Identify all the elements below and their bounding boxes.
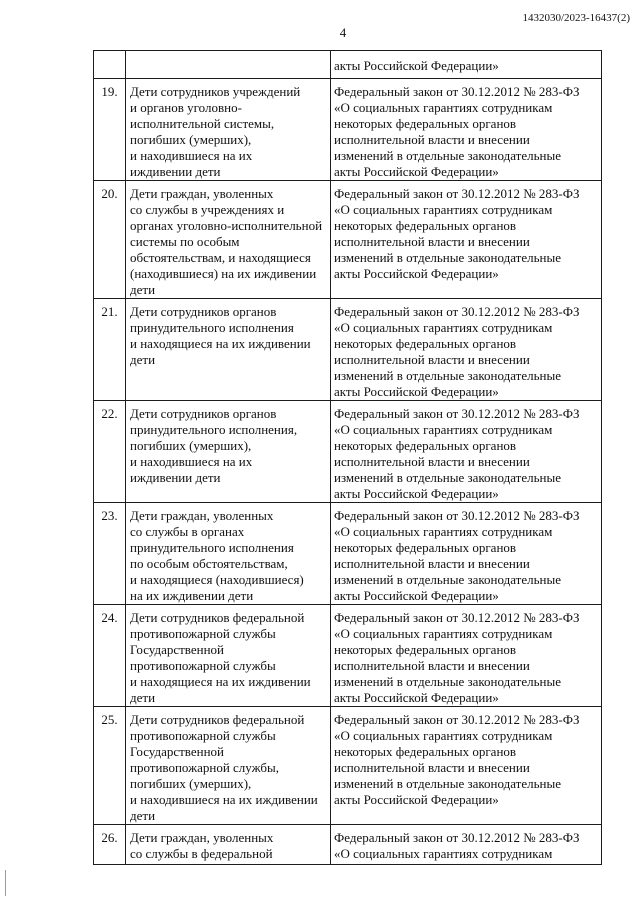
row-number: 26. xyxy=(101,830,118,845)
data-table xyxy=(93,50,602,865)
category-text: Дети сотрудников органов принудительного исполнения, погибших (умерших), и находившиеся на их иждивении дети xyxy=(130,406,298,485)
law-text: Федеральный закон от 30.12.2012 № 283-ФЗ «О социальных гарантиях сотрудникам некоторых федеральных органов исполнительной власти и внесении изменений в отдельные законодательные акты Российской Федерации» xyxy=(334,84,580,179)
law-text: Федеральный закон от 30.12.2012 № 283-ФЗ «О социальных гарантиях сотрудникам некоторых федеральных органов исполнительной власти и внесении изменений в отдельные законодательные акты Российской Федерации» xyxy=(334,610,580,705)
table-row xyxy=(94,299,602,401)
law-cell xyxy=(331,51,602,79)
category-text: Дети граждан, уволенных со службы в учреждениях и органах уголовно-исполнительной системы по особым обстоятельствам, и находящиеся (находившиеся) на их иждивении дети xyxy=(130,186,323,297)
row-number: 22. xyxy=(101,406,118,421)
page-number: 4 xyxy=(339,25,347,40)
row-number: 23. xyxy=(101,508,118,523)
law-text: акты Российской Федерации» xyxy=(334,58,499,73)
table-row xyxy=(94,825,602,865)
row-number-cell xyxy=(94,401,126,503)
category-text: Дети граждан, уволенных со службы в федеральной xyxy=(130,830,274,861)
row-number: 20. xyxy=(101,186,118,201)
law-text: Федеральный закон от 30.12.2012 № 283-ФЗ «О социальных гарантиях сотрудникам некоторых федеральных органов исполнительной власти и внесении изменений в отдельные законодательные акты Российской Федерации» xyxy=(334,508,580,603)
category-cell xyxy=(126,79,331,181)
law-cell xyxy=(331,299,602,401)
law-text: Федеральный закон от 30.12.2012 № 283-ФЗ «О социальных гарантиях сотрудникам некоторых федеральных органов исполнительной власти и внесении изменений в отдельные законодательные акты Российской Федерации» xyxy=(334,304,580,399)
row-number-cell xyxy=(94,181,126,299)
row-number: 21. xyxy=(101,304,118,319)
row-number-cell xyxy=(94,605,126,707)
category-cell xyxy=(126,503,331,605)
table-row xyxy=(94,503,602,605)
law-cell xyxy=(331,825,602,865)
row-number: 24. xyxy=(101,610,118,625)
table-row xyxy=(94,51,602,79)
row-number-cell xyxy=(94,825,126,865)
law-text: Федеральный закон от 30.12.2012 № 283-ФЗ «О социальных гарантиях сотрудникам xyxy=(334,830,580,861)
law-cell xyxy=(331,707,602,825)
row-number-cell xyxy=(94,707,126,825)
category-cell xyxy=(126,605,331,707)
category-cell xyxy=(126,299,331,401)
category-text: Дети сотрудников федеральной противопожарной службы Государственной противопожарной службы, погибших (умерших), и находившиеся на их иждивении дети xyxy=(130,712,318,823)
row-number-cell xyxy=(94,79,126,181)
row-number-cell xyxy=(94,51,126,79)
table-row xyxy=(94,605,602,707)
law-text: Федеральный закон от 30.12.2012 № 283-ФЗ «О социальных гарантиях сотрудникам некоторых федеральных органов исполнительной власти и внесении изменений в отдельные законодательные акты Российской Федерации» xyxy=(334,406,580,501)
scan-edge-mark xyxy=(5,870,6,896)
table-row xyxy=(94,707,602,825)
table-row xyxy=(94,181,602,299)
document-number: 1432030/2023-16437(2) xyxy=(522,12,630,24)
law-cell xyxy=(331,401,602,503)
category-cell xyxy=(126,401,331,503)
category-text: Дети граждан, уволенных со службы в органах принудительного исполнения по особым обстоятельствам, и находящиеся (находившиеся) на их иждивении дети xyxy=(130,508,304,603)
category-text: Дети сотрудников федеральной противопожарной службы Государственной противопожарной службы и находящиеся на их иждивении дети xyxy=(130,610,311,705)
row-number-cell xyxy=(94,299,126,401)
category-cell xyxy=(126,51,331,79)
category-cell xyxy=(126,825,331,865)
category-text: Дети сотрудников органов принудительного исполнения и находящиеся на их иждивении дети xyxy=(130,304,311,367)
category-text: Дети сотрудников учреждений и органов уголовно- исполнительной системы, погибших (умерших), и находившиеся на их иждивении дети xyxy=(130,84,301,179)
law-text: Федеральный закон от 30.12.2012 № 283-ФЗ «О социальных гарантиях сотрудникам некоторых федеральных органов исполнительной власти и внесении изменений в отдельные законодательные акты Российской Федерации» xyxy=(334,712,580,807)
table-row xyxy=(94,79,602,181)
law-cell xyxy=(331,503,602,605)
row-number: 19. xyxy=(101,84,118,99)
law-text: Федеральный закон от 30.12.2012 № 283-ФЗ «О социальных гарантиях сотрудникам некоторых федеральных органов исполнительной власти и внесении изменений в отдельные законодательные акты Российской Федерации» xyxy=(334,186,580,281)
law-cell xyxy=(331,181,602,299)
law-cell xyxy=(331,605,602,707)
category-cell xyxy=(126,181,331,299)
category-cell xyxy=(126,707,331,825)
law-cell xyxy=(331,79,602,181)
row-number-cell xyxy=(94,503,126,605)
table-row xyxy=(94,401,602,503)
row-number: 25. xyxy=(101,712,118,727)
